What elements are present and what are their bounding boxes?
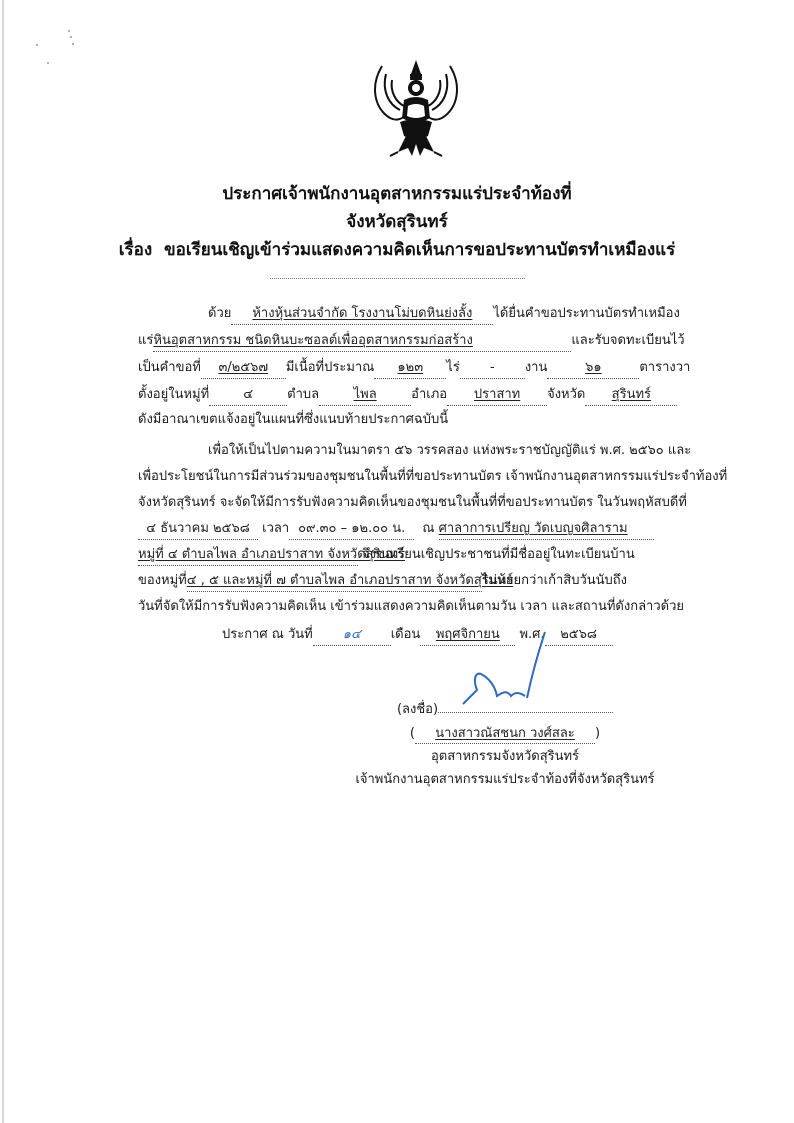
ngan-label: งาน	[524, 360, 548, 375]
garuda-emblem-icon	[368, 56, 464, 162]
villages-field: ๔ , ๕ และหมู่ที่ ๗ ตำบลไพล อำเภอปราสาท จังหวัดสุรินทร์	[187, 571, 482, 592]
mineral-label: แร่	[138, 333, 154, 348]
p2-line7: วันที่จัดให้มีการรับฟังความคิดเห็น เข้าร่วมแสดงความคิดเห็นตามวัน เวลา และสถานที่ดังกล่าวด้วย	[138, 599, 685, 614]
province-label: จังหวัด	[547, 387, 586, 402]
tambon-label: ตำบล	[287, 387, 320, 402]
time-label: เวลา	[262, 521, 290, 536]
p1-line1	[208, 304, 680, 324]
year-field: ๒๕๖๘	[545, 625, 613, 646]
hearing-date-field: ๔ ธันวาคม ๒๕๖๘	[138, 519, 258, 540]
scan-edge	[2, 0, 4, 1123]
p2-line1: เพื่อให้เป็นไปตามความในมาตรา ๕๖ วรรคสอง แห่งพระราชบัญญัติแร่ พ.ศ. ๒๕๖๐ และ	[208, 443, 692, 458]
province-field: สุรินทร์	[585, 385, 677, 406]
month-label: เดือน	[390, 627, 421, 642]
registered-text: และรับจดทะเบียนไว้	[571, 333, 685, 348]
wa-field: ๖๑	[547, 358, 639, 379]
ngan-field: -	[460, 358, 525, 379]
mineral-field: หินอุตสาหกรรม ชนิดหินบะซอลต์เพื่ออุตสาหกรรมก่อสร้าง	[153, 331, 571, 352]
p2-line6	[138, 571, 627, 591]
announcement-province: จังหวัดสุรินทร์	[346, 212, 448, 232]
scan-speck	[36, 44, 38, 46]
signer-position1: อุตสาหกรรมจังหวัดสุรินทร์	[430, 749, 580, 764]
p2-line2: เพื่อประโยชน์ในการมีส่วนร่วมของชุมชนในพื้นที่ที่ขอประทานบัตร เจ้าพนักงานอุตสาหกรรมแร่ประจำท้องที่	[138, 469, 728, 484]
p2-line5	[138, 545, 635, 565]
moo-field: ๔	[209, 385, 287, 406]
filed-text: ได้ยื่นคำขอประทานบัตรทำเหมือง	[493, 306, 680, 321]
of-moo-label: ของหมู่ที่	[138, 573, 187, 588]
scan-speck	[47, 62, 49, 64]
signer-name-line: ( นางสาวณัสชนก วงศ์สละ )	[340, 722, 670, 744]
announced-label: ประกาศ ณ วันที่	[222, 627, 313, 642]
hearing-time-field: ๐๙.๓๐ – ๑๒.๐๐ น.	[289, 519, 414, 540]
title-separator	[270, 278, 525, 279]
rai-label: ไร่	[446, 360, 460, 375]
signer-name: นางสาวณัสชนก วงศ์สละ	[415, 722, 595, 744]
scan-speck	[72, 43, 74, 45]
applicant-field: ห้างหุ้นส่วนจำกัด โรงงานโม่บดหินย่งลั้ง	[231, 304, 493, 325]
month-field: พฤศจิกายน	[420, 625, 515, 646]
wa-label: ตารางวา	[639, 360, 691, 375]
tambon-field: ไพล	[319, 385, 411, 406]
scan-speck	[70, 36, 72, 38]
moo-label: ตั้งอยู่ในหมู่ที่	[138, 387, 210, 402]
venue-field: ศาลาการเปรียญ วัดเบญจศิลาราม	[439, 519, 654, 540]
year-label: พ.ศ.	[519, 627, 545, 642]
subject-label: เรื่อง	[118, 240, 153, 260]
scan-speck	[68, 30, 70, 32]
by-label: ด้วย	[208, 306, 232, 321]
p1-line3	[138, 358, 690, 378]
p1-line2	[138, 331, 685, 351]
p2-line4	[138, 519, 654, 539]
not-less-text: ไม่น้อยกว่าเก้าสิบวันนับถึง	[481, 573, 627, 588]
amphoe-label: อำเภอ	[411, 387, 448, 402]
invite-text: จึงขอเรียนเชิญประชาชนที่มีชื่ออยู่ในทะเบียนบ้าน	[362, 547, 635, 562]
rai-field: ๑๒๓	[374, 358, 446, 379]
announcement-title: ประกาศเจ้าพนักงานอุตสาหกรรมแร่ประจำท้องที่	[222, 184, 572, 204]
subject-text: ขอเรียนเชิญเข้าร่วมแสดงความคิดเห็นการขอประทานบัตรทำเหมืองแร่	[164, 240, 676, 260]
at-label: ณ	[422, 521, 435, 536]
signed-line	[340, 698, 670, 719]
area-label: มีเนื้อที่ประมาณ	[285, 360, 375, 375]
announcement-subject	[0, 236, 794, 263]
signature-field	[438, 698, 613, 713]
day-field: ๑๔	[313, 625, 391, 646]
p1-line4	[138, 385, 677, 405]
signer-position2: เจ้าพนักงานอุตสาหกรรมแร่ประจำท้องที่จังหวัดสุรินทร์	[355, 772, 655, 787]
request-no-label: เป็นคำขอที่	[138, 360, 201, 375]
amphoe-field: ปราสาท	[447, 385, 547, 406]
request-no-field: ๓/๒๕๖๗	[201, 358, 286, 379]
p1-map-note: ดังมีอาณาเขตแจ้งอยู่ในแผนที่ซึ่งแนบท้ายประกาศฉบับนี้	[138, 412, 449, 427]
signed-label: (ลงชื่อ)	[396, 702, 439, 717]
p2-line3: จังหวัดสุรินทร์ จะจัดให้มีการรับฟังความคิดเห็นของชุมชนในพื้นที่ที่ขอประทานบัตร ในวันพฤหัสบดีที่	[138, 495, 687, 510]
venue-address-field: หมู่ที่ ๔ ตำบลไพล อำเภอปราสาท จังหวัดสุรินทร์	[138, 545, 358, 566]
